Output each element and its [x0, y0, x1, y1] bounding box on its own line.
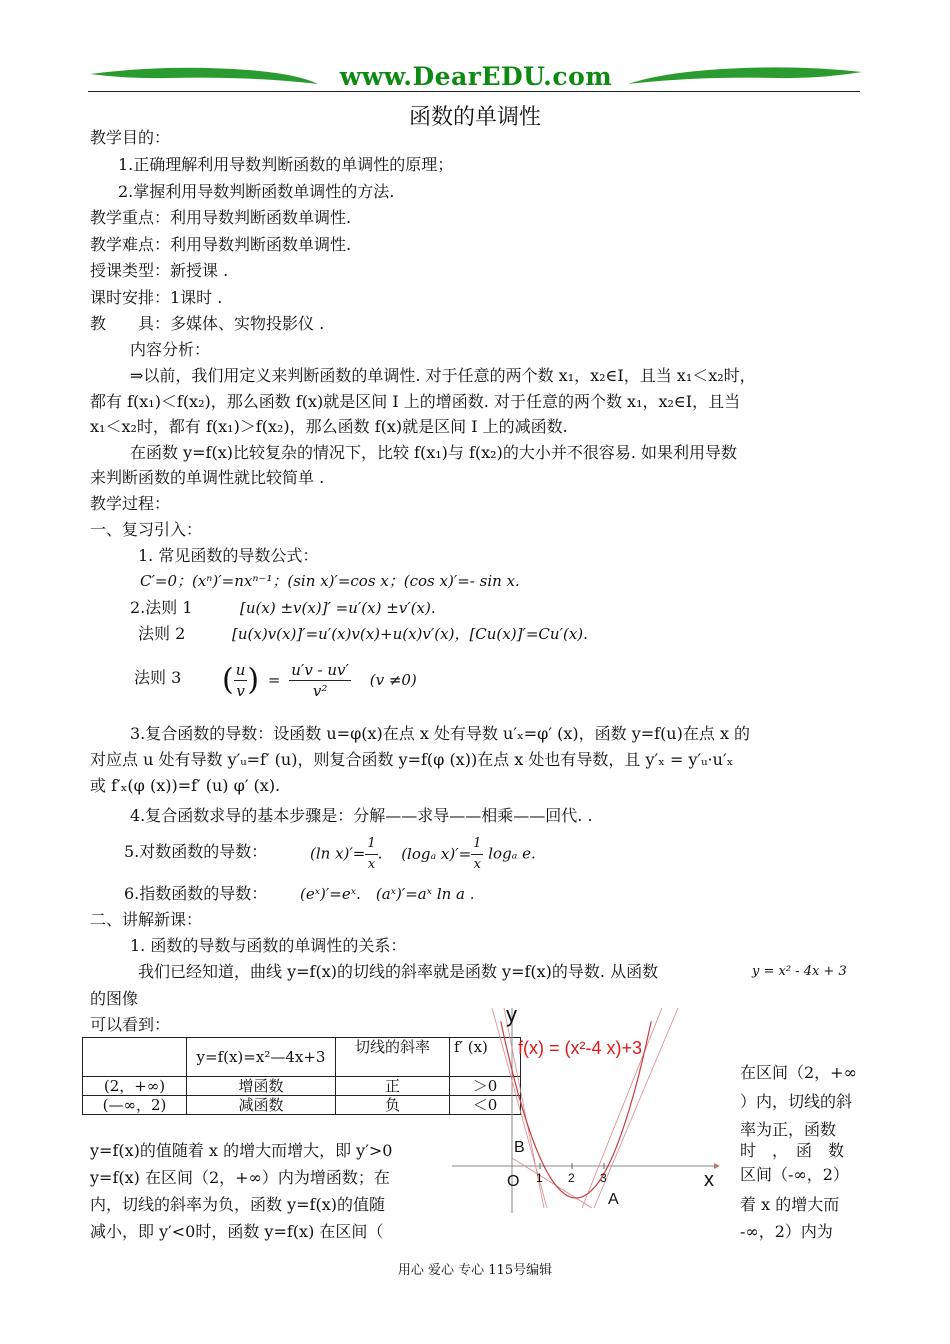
difficulty: 教学难点：利用导数判断函数单调性.	[90, 235, 352, 254]
rule3-condition: (v ≠0)	[369, 670, 417, 689]
x-axis-label: x	[704, 1169, 714, 1191]
exp-derivative-label: 6.指数函数的导数：	[124, 884, 268, 903]
ln-den: x	[367, 857, 376, 872]
right-text-6: 着 x 的增大而	[740, 1195, 840, 1214]
ln-lhs: (ln x)′=	[310, 844, 366, 863]
new-lesson-text-2: 的图像	[90, 989, 139, 1008]
composite-line-3: 或 f′ₓ(φ (x))=f′ (u) φ′ (x).	[90, 776, 281, 795]
goal-heading: 教学目的：	[90, 128, 171, 147]
analysis-heading: 内容分析：	[130, 340, 211, 359]
table-cell: (—∞，2)	[83, 1096, 187, 1115]
lesson-type: 授课类型：新授课 .	[90, 261, 229, 280]
parabola-graph	[452, 998, 722, 1218]
composite-steps: 4.复合函数求导的基本步骤是：分解——求导——相乘——回代. .	[130, 806, 593, 825]
left-text-4: 减小，即 y′<0时，函数 y=f(x) 在区间（	[90, 1222, 384, 1241]
right-text-5: 区间（-∞，2）	[740, 1165, 849, 1184]
table-header-cell: y=f(x)=x²—4x+3	[187, 1038, 336, 1077]
header-divider	[88, 91, 860, 92]
teaching-tools: 教 具：多媒体、实物投影仪 .	[90, 314, 325, 333]
rule3-formula: ( $\frac{u}{v}$ ) = $\frac{u'v - uv'}{\text{v²}}$ (v ≠0)	[222, 661, 417, 700]
analysis-line-4: 在函数 y=f(x)比较复杂的情况下，比较 f(x₁)与 f(x₂)的大小并不很容易. 如果利用导数	[130, 443, 737, 462]
table-cell: 减函数	[187, 1096, 336, 1115]
point-a-label: A	[608, 1191, 619, 1208]
right-text-4: 时 ， 函 数	[740, 1141, 845, 1160]
page-footer: 用心 爱心 专心 115号编辑	[397, 1263, 553, 1278]
composite-line-2: 对应点 u 处有导数 y′ᵤ=f′ (u)，则复合函数 y=f(φ (x))在点 x 处也有导数，且 y′ₓ = y′ᵤ·u′ₓ	[90, 750, 734, 769]
table-cell: 负	[336, 1096, 450, 1115]
key-point: 教学重点：利用导数判断函数单调性.	[90, 208, 352, 227]
table-cell: (2，+∞)	[83, 1077, 187, 1096]
exp-derivative-formula: (eˣ)′=eˣ. (aˣ)′=aˣ ln a .	[300, 885, 475, 903]
function-label: f(x) = (x²-4 x)+3	[518, 1038, 643, 1058]
tick-label: 2	[568, 1171, 575, 1185]
table-cell: ＜0	[450, 1096, 521, 1115]
tick-label: 3	[600, 1171, 607, 1185]
right-text-7: -∞，2）内为	[740, 1222, 833, 1241]
table-header-cell: f′ (x)	[450, 1038, 521, 1077]
right-text-3: 率为正，函数	[740, 1120, 837, 1139]
lesson-hours: 课时安排：1课时 .	[90, 288, 223, 307]
rule3-label: 法则 3	[134, 668, 182, 687]
document-title: 函数的单调性	[408, 105, 541, 130]
left-text-1: y=f(x)的值随着 x 的增大而增大，即 y′>0	[90, 1141, 393, 1160]
left-text-2: y=f(x) 在区间（2，+∞）内为增函数；在	[90, 1168, 390, 1187]
rule1-label: 2.法则 1	[130, 598, 193, 617]
rule3-u: u	[235, 661, 246, 679]
function-expression: y = x² - 4x + 3	[752, 964, 847, 979]
right-text-1: 在区间（2，+∞	[740, 1063, 857, 1082]
analysis-line-5: 来判断函数的单调性就比较简单 .	[90, 468, 325, 487]
tick-label: 1	[536, 1171, 543, 1185]
left-text-3: 内，切线的斜率为负，函数 y=f(x)的值随	[90, 1195, 385, 1214]
table-cell: 增函数	[187, 1077, 336, 1096]
review-item-1: 1. 常见函数的导数公式：	[138, 546, 319, 565]
table-cell: 正	[336, 1077, 450, 1096]
review-heading: 一、复习引入：	[90, 520, 203, 539]
process-heading: 教学过程：	[90, 494, 171, 513]
goal-item-1: 1.正确理解利用导数判断函数的单调性的原理；	[118, 155, 454, 174]
right-text-2: ）内，切线的斜	[740, 1092, 853, 1111]
table-header-cell	[83, 1038, 187, 1077]
new-lesson-text-1: 我们已经知道，曲线 y=f(x)的切线的斜率就是函数 y=f(x)的导数. 从函数	[138, 962, 659, 981]
new-lesson-item-1: 1. 函数的导数与函数的单调性的关系：	[130, 936, 407, 955]
point-b-label: B	[514, 1139, 525, 1156]
rule2-label: 法则 2	[138, 624, 186, 643]
rule3-numerator: u′v - uv′	[291, 661, 349, 679]
site-logo[interactable]: www.DearEDU.com	[339, 62, 613, 91]
derivative-formulas: C′=0；(xⁿ)′=nxⁿ⁻¹；(sin x)′=cos x；(cos x)′=- sin x.	[140, 572, 520, 590]
log-derivative-label: 5.对数函数的导数：	[124, 842, 268, 861]
parabola-figure	[452, 998, 722, 1218]
composite-line-1: 3.复合函数的导数：设函数 u=φ(x)在点 x 处有导数 u′ₓ=φ′ (x)，函数 y=f(u)在点 x 的	[130, 724, 751, 743]
log-num: 1	[471, 834, 483, 855]
analysis-line-2: 都有 f(x₁)＜f(x₂)，那么函数 f(x)就是区间 I 上的增函数. 对于任意的两个数 x₁，x₂∈I，且当	[90, 392, 741, 411]
rule3-denominator: v²	[312, 682, 328, 700]
ln-num: 1	[365, 834, 377, 855]
log-rhs: logₐ e.	[488, 844, 536, 863]
log-den: x	[473, 857, 481, 872]
analysis-line-1: ⇒以前，我们用定义来判断函数的单调性. 对于任意的两个数 x₁，x₂∈I，且当 x₁＜x₂时，	[130, 366, 756, 385]
table-header-cell: 切线的斜率	[336, 1038, 450, 1077]
y-axis-label: y	[506, 1002, 517, 1027]
x-axis-arrow-icon	[714, 1163, 720, 1169]
origin-label: O	[507, 1173, 520, 1190]
rule3-v: v	[236, 682, 245, 700]
analysis-line-3: x₁＜x₂时，都有 f(x₁)＞f(x₂)，那么函数 f(x)就是区间 I 上的减函数.	[90, 417, 568, 436]
new-lesson-heading: 二、讲解新课：	[90, 910, 203, 929]
rule1-formula: [u(x) ±v(x)]′ =u′(x) ±v′(x).	[240, 599, 436, 617]
goal-item-2: 2.掌握利用导数判断函数单调性的方法.	[118, 182, 395, 201]
log-lhs: (logₐ x)′=	[401, 844, 472, 863]
table-cell: ＞0	[450, 1077, 521, 1096]
log-derivative-formula: (ln x)′= $\frac{1}{x}$ . (logₐ x)′= $\frac{1}{x}$ logₐ e.	[310, 834, 536, 875]
new-lesson-text-3: 可以看到：	[90, 1015, 171, 1034]
rule2-formula: [u(x)v(x)]′=u′(x)v(x)+u(x)v′(x)，[Cu(x)]′=Cu′(x).	[232, 625, 588, 643]
